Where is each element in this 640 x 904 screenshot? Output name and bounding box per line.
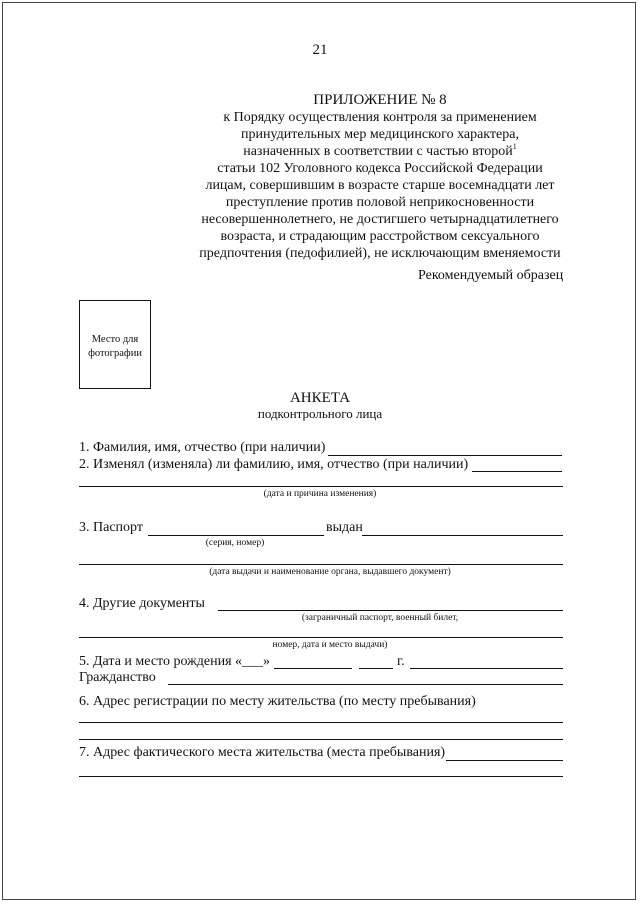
appendix-line: возраста, и страдающим расстройством сексуального [220,229,540,244]
appendix-line-text: назначенных в соответствии с частью второй [243,144,513,159]
field-3-hint-2: (дата выдачи и наименование органа, выдавшего документ) [209,567,451,577]
field-4-hint-1: (заграничный паспорт, военный билет, [301,613,459,623]
footnote-mark: 1 [512,142,517,151]
field-1-label: 1. Фамилия, имя, отчество (при наличии) [79,440,326,455]
field-4-hint-2: номер, дата и место выдачи) [272,640,388,650]
birth-year-line[interactable] [359,668,393,669]
field-2-line[interactable] [472,471,562,472]
recommended-sample: Рекомендуемый образец [418,268,564,283]
photo-label: фотографии [88,348,142,359]
field-4-label: 4. Другие документы [79,596,205,611]
field-1-line[interactable] [328,455,562,456]
field-3-label: 3. Паспорт [79,520,143,535]
appendix-line: к Порядку осуществления контроля за применением [223,110,537,125]
field-6-line-2[interactable] [79,739,563,740]
citizenship-line[interactable] [168,684,563,685]
appendix-line: несовершеннолетнего, не достигшего четырнадцатилетнего [201,212,559,227]
appendix-line: статьи 102 Уголовного кодекса Российской Федерации [217,161,543,176]
field-4-line-2[interactable] [79,637,563,638]
field-7-line-2[interactable] [79,776,563,777]
field-3-line-2[interactable] [79,564,563,565]
citizenship-label: Гражданство [79,670,156,685]
field-5-label: 5. Дата и место рождения «___» [79,654,271,669]
photo-label: Место для [91,334,139,345]
field-2-hint: (дата и причина изменения) [263,489,377,499]
appendix-line: принудительных мер медицинского характера, [241,127,519,142]
field-6-line-1[interactable] [79,722,563,723]
birth-place-line[interactable] [410,668,563,669]
passport-number-line[interactable] [148,535,324,536]
field-4-line[interactable] [218,610,563,611]
page-number: 21 [312,42,328,58]
appendix-line: предпочтения (педофилией), не исключающим вменяемости [199,246,561,261]
appendix-line: преступление против половой неприкосновенности [225,195,535,210]
appendix-line [190,144,570,160]
year-suffix: г. [397,654,405,669]
field-2-label: 2. Изменял (изменяла) ли фамилию, имя, отчество (при наличии) [79,457,469,472]
field-7-label: 7. Адрес фактического места жительства (места пребывания) [79,745,446,760]
appendix-line: лицам, совершившим в возрасте старше восемнадцати лет [205,178,555,193]
form-subtitle: подконтрольного лица [257,406,383,421]
form-title: АНКЕТА [289,390,351,406]
field-6-label: 6. Адрес регистрации по месту жительства (по месту пребывания) [79,694,476,709]
passport-issued-line[interactable] [362,535,563,536]
birth-month-line[interactable] [274,668,352,669]
appendix-title: ПРИЛОЖЕНИЕ № 8 [313,92,447,108]
field-3-hint-1: (серия, номер) [205,538,265,548]
field-2-line-2[interactable] [79,486,563,487]
field-7-line[interactable] [446,760,563,761]
field-3-issued-label: выдан [326,520,363,535]
photo-box [79,300,151,389]
